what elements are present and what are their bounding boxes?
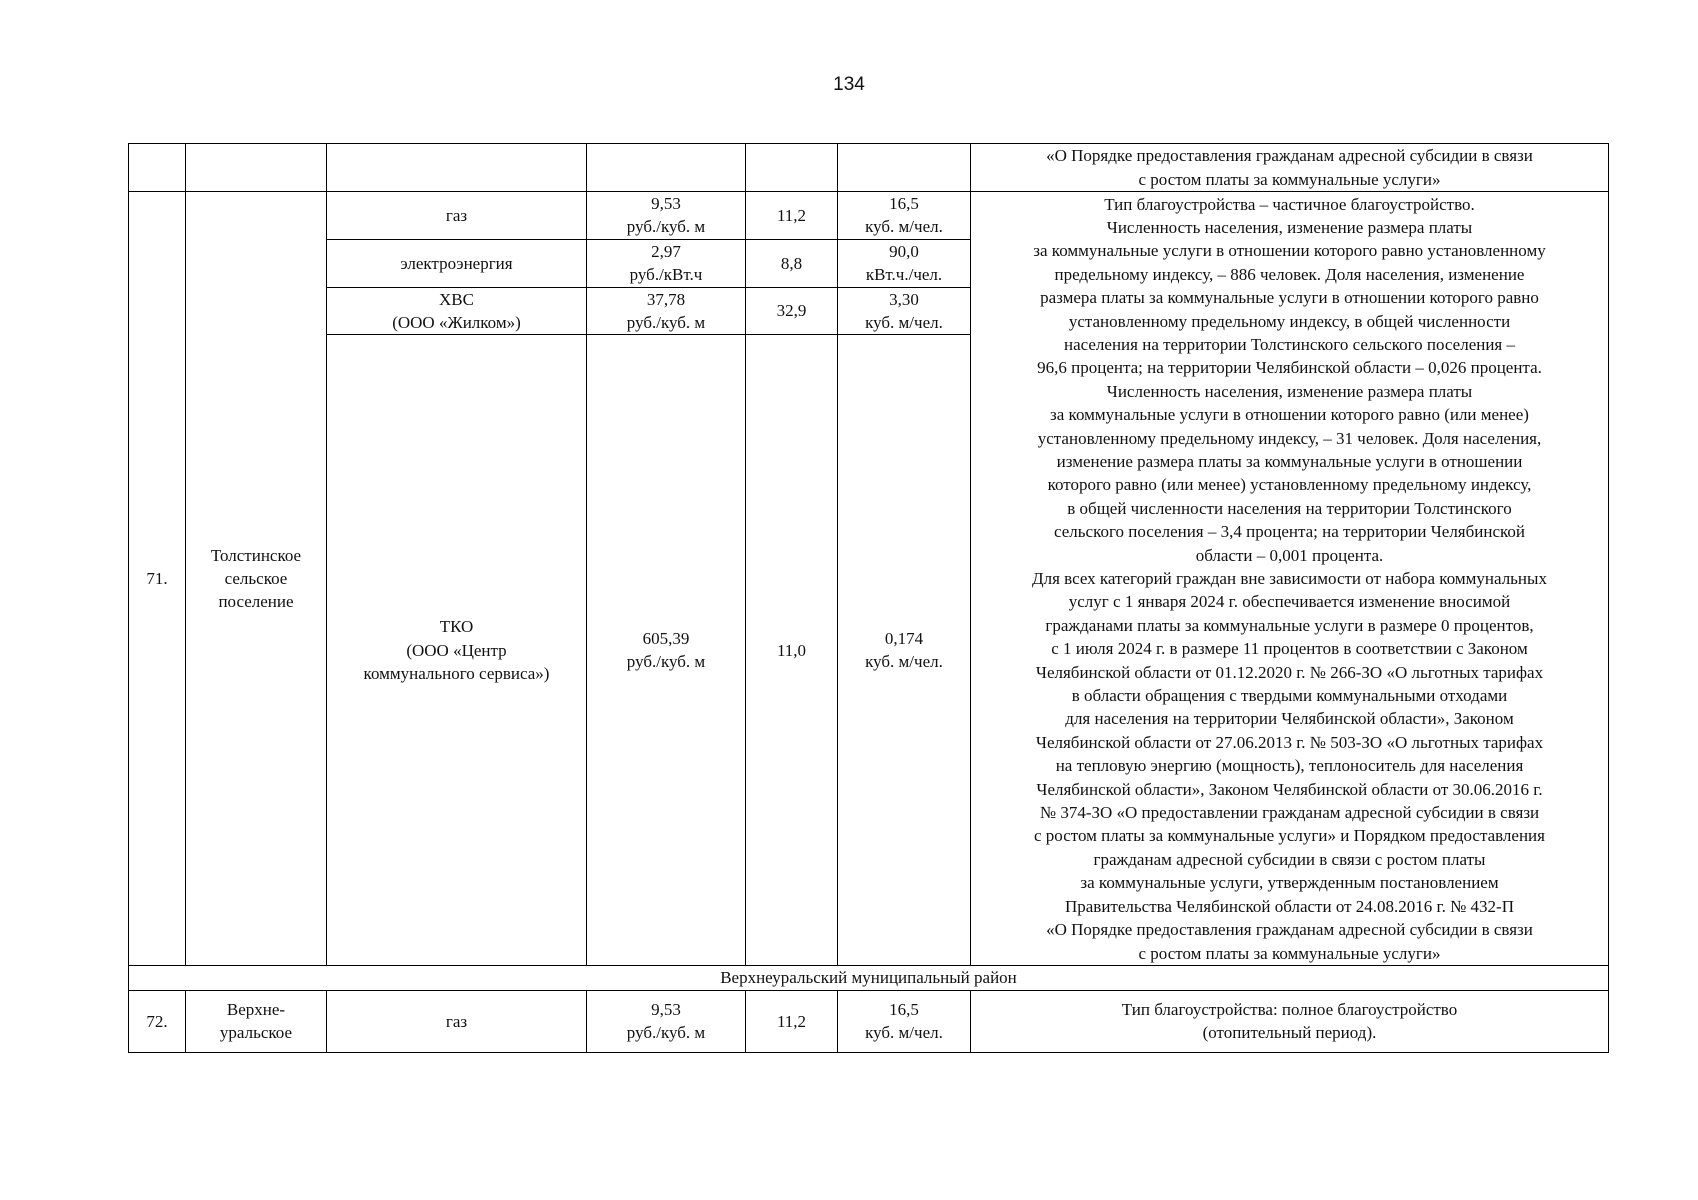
text-line: руб./кВт.ч [629,265,703,285]
text-line: руб./куб. м [626,313,706,333]
text-line: Численность населения, изменение размера платы [1106,381,1473,401]
service-name [327,287,587,335]
description-text [971,192,1609,966]
service-name [327,335,587,966]
norm-value [838,287,971,335]
text-line: куб. м/чел. [865,1023,943,1043]
percent-value: 32,9 [746,287,838,335]
table-row [129,990,1609,1052]
section-header-row [129,966,1609,990]
text-line: куб. м/чел. [865,313,943,333]
tariff-value [587,287,746,335]
settlement-name [186,990,327,1052]
text-line: услуг с 1 января 2024 г. обеспечивается изменение вносимой [1068,592,1511,612]
service-name [327,239,587,287]
text-line: ТКО [439,617,474,637]
text-line: установленному предельному индексу, – 31 человек. Доля населения, [1037,428,1542,448]
text-line: с ростом платы за коммунальные услуги» [1138,943,1441,963]
text-line: «О Порядке предоставления гражданам адресной субсидии в связи [1046,920,1533,940]
norm-value [838,239,971,287]
service-name [327,192,587,240]
percent-value: 11,2 [746,990,838,1052]
text-line: которого равно (или менее) установленному предельному индексу, [1047,475,1532,495]
text-line: куб. м/чел. [865,217,943,237]
text-line: поселение [218,592,294,612]
text-line: 16,5 [889,194,919,213]
text-line: с ростом платы за коммунальные услуги» и Порядком предоставления [1034,826,1545,846]
text-line: руб./куб. м [626,217,706,237]
text-line: в общей численности населения на территории Толстинского [1067,498,1512,518]
text-line: 96,6 процента; на территории Челябинской области – 0,026 процента. [1037,358,1542,378]
text-line: 37,78 [646,289,686,309]
text-line: установленному предельному индексу, в общей численности [1068,311,1511,331]
text-line: Правительства Челябинской области от 24.08.2016 г. № 432-П [1064,896,1514,916]
tariff-value [587,335,746,966]
text-line: в области обращения с твердыми коммунальными отходами [1071,686,1508,706]
text-line: кВт.ч./чел. [865,265,943,285]
settlement-name [186,192,327,966]
text-line: с 1 июля 2024 г. в размере 11 процентов в соответствии с Законом [1051,639,1528,659]
row-number: 72. [129,990,186,1052]
text-line: за коммунальные услуги в отношении которого равно (или менее) [1050,405,1529,425]
text-line: сельское [224,569,288,589]
continuation-text [971,144,1609,192]
text-line: размера платы за коммунальные услуги в отношении которого равно [1040,288,1539,308]
text-line: электроэнергия [400,253,513,273]
tariff-value [587,239,746,287]
text-line: за коммунальные услуги, утвержденным постановлением [1080,873,1499,893]
text-line: ХВС [439,289,474,309]
text-line: Челябинской области от 01.12.2020 г. № 266-ЗО «О льготных тарифах [1035,662,1544,682]
text-line: 9,53 [651,999,681,1019]
cell-empty [129,144,186,192]
text-line: руб./куб. м [626,652,706,672]
text-line: 605,39 [642,629,690,649]
service-name [327,990,587,1052]
text-line: гражданами платы за коммунальные услуги в размере 0 процентов, [1045,615,1534,635]
text-line: 0,174 [884,629,924,649]
text-line: 16,5 [889,999,919,1019]
cell-empty [587,144,746,192]
text-line: Тип благоустройства: полное благоустройство [1121,999,1458,1019]
tariff-table [128,143,1609,1053]
description-text [971,990,1609,1052]
continuation-row [129,144,1609,192]
text-line: руб./куб. м [626,1023,706,1043]
cell-empty [838,144,971,192]
text-line: куб. м/чел. [865,652,943,672]
percent-value: 11,2 [746,192,838,240]
tariff-value [587,192,746,240]
percent-value: 11,0 [746,335,838,966]
text-line: Толстинское [210,545,302,565]
norm-value [838,335,971,966]
text-line: предельному индексу, – 886 человек. Доля населения, изменение [1054,264,1525,284]
table-row [129,192,1609,240]
text-line: (отопительный период). [1202,1023,1377,1043]
cell-empty [186,144,327,192]
text-line: Тип благоустройства – частичное благоустройство. [1104,194,1475,214]
text-line: области – 0,001 процента. [1195,545,1384,565]
text-line: (ООО «Жилком») [392,313,521,333]
text-line: изменение размера платы за коммунальные услуги в отношении [1056,451,1523,471]
text-line: Челябинской области от 27.06.2013 г. № 503-ЗО «О льготных тарифах [1035,732,1544,752]
text-line: уральское [219,1023,293,1043]
cell-empty [327,144,587,192]
text-line: населения на территории Толстинского сельского поселения – [1063,334,1515,354]
text-line: Верхне- [226,999,286,1019]
text-line: коммунального сервиса») [363,664,550,684]
section-header: Верхнеуральский муниципальный район [129,966,1609,990]
norm-value [838,192,971,240]
norm-value [838,990,971,1052]
text-line: 2,97 [651,241,681,261]
page-number: 134 [833,74,865,95]
text-line: гражданам адресной субсидии в связи с ростом платы [1093,849,1486,869]
row-number: 71. [129,192,186,966]
text-line: 3,30 [889,289,919,309]
text-line: за коммунальные услуги в отношении которого равно установленному [1033,241,1546,261]
percent-value: 8,8 [746,239,838,287]
text-line: для населения на территории Челябинской области», Законом [1065,709,1514,729]
tariff-value [587,990,746,1052]
text-line: 90,0 [889,241,919,261]
text-line: с ростом платы за коммунальные услуги» [1138,169,1441,189]
text-line: Для всех категорий граждан вне зависимости от набора коммунальных [1032,569,1547,589]
text-line: (ООО «Центр [406,640,507,660]
text-line: Челябинской области», Законом Челябинской области от 30.06.2016 г. [1036,779,1543,799]
text-line: на тепловую энергию (мощность), теплоноситель для населения [1055,756,1524,776]
text-line: сельского поселения – 3,4 процента; на территории Челябинской [1053,522,1526,542]
text-line: газ [445,205,468,225]
text-line: Численность населения, изменение размера платы [1106,217,1473,237]
cell-empty [746,144,838,192]
text-line: «О Порядке предоставления гражданам адресной субсидии в связи [1046,146,1533,166]
text-line: газ [445,1011,468,1031]
text-line: № 374-ЗО «О предоставлении гражданам адресной субсидии в связи [1039,803,1540,823]
text-line: 9,53 [651,194,681,213]
